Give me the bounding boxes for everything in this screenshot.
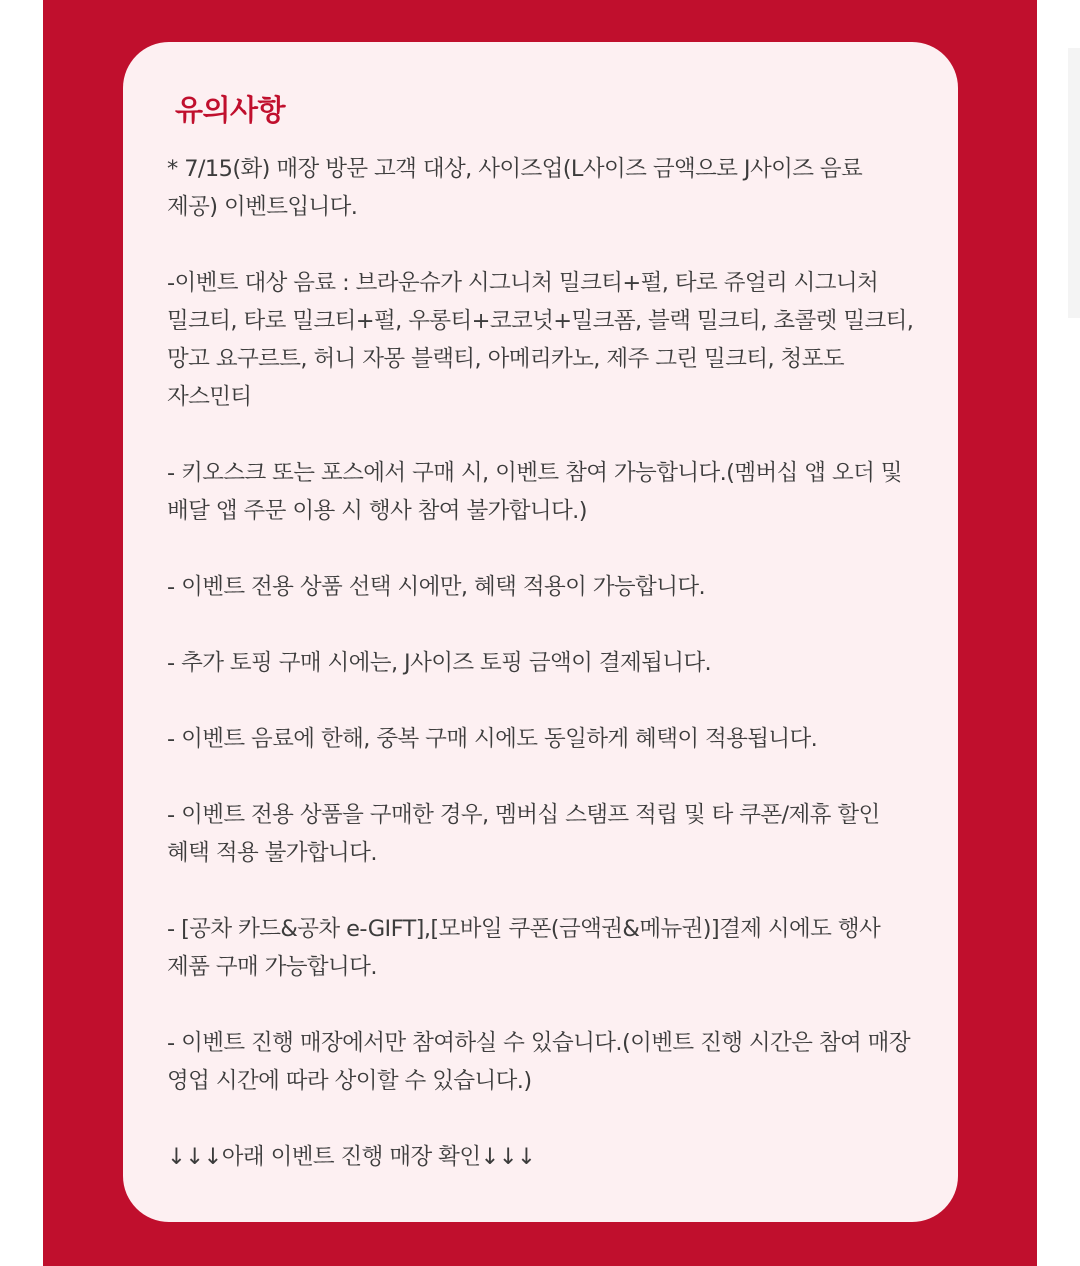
notice-item: -이벤트 대상 음료 : 브라운슈가 시그니처 밀크티+펄, 타로 쥬얼리 시그니처 밀크티, 타로 밀크티+펄, 우롱티+코코넛+밀크폼, 블랙 밀크티, 초콜렛 밀크티, 망고 요구르트, 허니 자몽 블랙티, 아메리카노, 제주 그린 밀크티, 청포도 자스민티 bbox=[167, 269, 914, 410]
notice-item: - [공차 카드&공차 e-GIFT],[모바일 쿠폰(금액권&메뉴권)]결제 시에도 행사 제품 구매 가능합니다. bbox=[167, 915, 881, 980]
notice-card bbox=[123, 42, 958, 1222]
scrollbar-track[interactable] bbox=[1068, 48, 1080, 318]
store-list-prompt: ↓↓↓아래 이벤트 진행 매장 확인↓↓↓ bbox=[167, 1143, 536, 1170]
notice-item: - 이벤트 진행 매장에서만 참여하실 수 있습니다.(이벤트 진행 시간은 참여 매장 영업 시간에 따라 상이할 수 있습니다.) bbox=[167, 1029, 910, 1094]
notice-item: - 키오스크 또는 포스에서 구매 시, 이벤트 참여 가능합니다.(멤버십 앱 오더 및 배달 앱 주문 이용 시 행사 참여 불가합니다.) bbox=[167, 459, 902, 524]
notice-item: * 7/15(화) 매장 방문 고객 대상, 사이즈업(L사이즈 금액으로 J사이즈 음료 제공) 이벤트입니다. bbox=[167, 155, 863, 220]
notice-item: - 이벤트 음료에 한해, 중복 구매 시에도 동일하게 혜택이 적용됩니다. bbox=[167, 725, 818, 752]
notice-title: 유의사항 bbox=[175, 93, 286, 127]
notice-item: - 이벤트 전용 상품 선택 시에만, 혜택 적용이 가능합니다. bbox=[167, 573, 706, 600]
notice-item: - 이벤트 전용 상품을 구매한 경우, 멤버십 스탬프 적립 및 타 쿠폰/제휴 할인 혜택 적용 불가합니다. bbox=[167, 801, 880, 866]
notice-item: - 추가 토핑 구매 시에는, J사이즈 토핑 금액이 결제됩니다. bbox=[167, 649, 712, 676]
notice-list bbox=[167, 150, 914, 1100]
